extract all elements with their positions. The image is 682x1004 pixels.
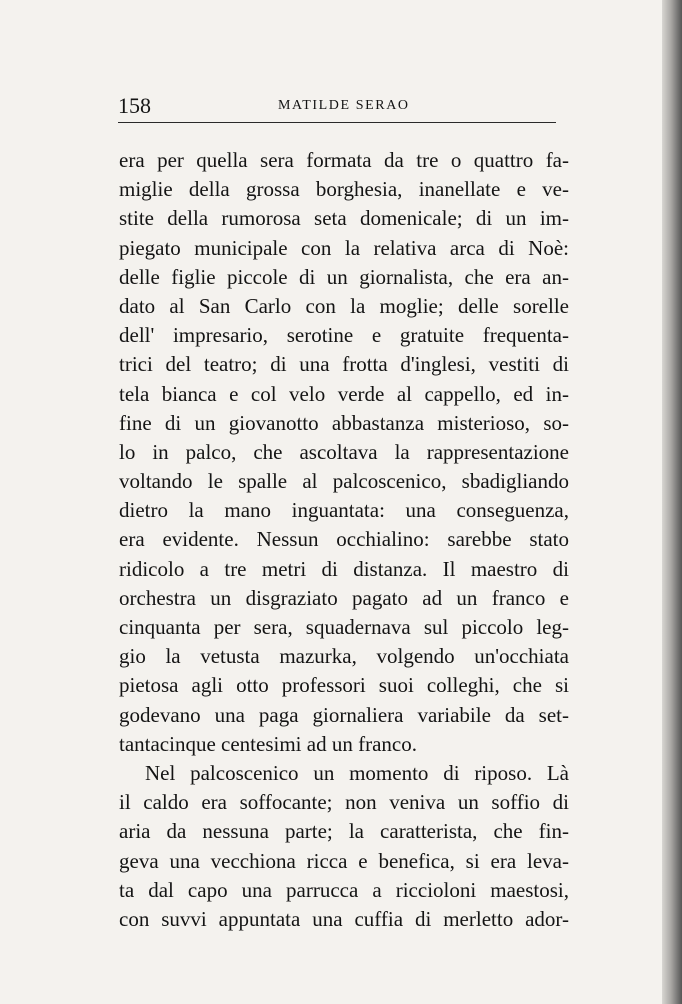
page-number: 158 (118, 93, 151, 118)
text-line: piegato municipale con la relativa arca di Noè: (119, 235, 569, 260)
text-line: tantacinque centesimi ad un franco. (119, 731, 417, 756)
text-line: trici del teatro; di una frotta d'inglesi, vestiti di (119, 352, 569, 377)
text-line: il caldo era soffocante; non veniva un soffio di (119, 790, 569, 815)
text-line: gio la vetusta mazurka, volgendo un'occhiata (119, 644, 569, 669)
text-line: era evidente. Nessun occhialino: sarebbe stato (119, 527, 569, 552)
text-line: era per quella sera formata da tre o quattro fa- (119, 148, 569, 172)
text-line: ridicolo a tre metri di distanza. Il maestro di (119, 556, 569, 581)
text-line: miglie della grossa borghesia, inanellate e ve- (119, 177, 569, 202)
running-head: MATILDE SERAO (278, 98, 410, 113)
text-line: pietosa agli otto professori suoi colleghi, che si (119, 673, 569, 698)
text-line: delle figlie piccole di un giornalista, che era an- (119, 264, 569, 289)
text-line: cinquanta per sera, squadernava sul piccolo leg- (119, 615, 569, 639)
text-line: geva una vecchiona ricca e benefica, si era leva- (119, 848, 569, 873)
text-line: dell' impresario, serotine e gratuite frequenta- (119, 323, 569, 348)
text-line: dato al San Carlo con la moglie; delle sorelle (119, 293, 569, 318)
header-rule (118, 122, 556, 123)
text-line: ta dal capo una parrucca a riccioloni maestosi, (119, 877, 569, 902)
text-line: stite della rumorosa seta domenicale; di un im- (119, 206, 569, 231)
text-line: fine di un giovanotto abbastanza misterioso, so- (119, 410, 569, 435)
page-header (118, 93, 556, 121)
text-line: lo in palco, che ascoltava la rappresentazione (119, 439, 569, 464)
text-line: con suvvi appuntata una cuffia di merletto ador- (119, 906, 569, 931)
text-line: Nel palcoscenico un momento di riposo. Là (145, 760, 569, 785)
text-line: orchestra un disgraziato pagato ad un franco e (119, 585, 569, 610)
paragraph-2 (119, 759, 569, 934)
text-line: tela bianca e col velo verde al cappello, ed in- (119, 381, 569, 406)
text-line: aria da nessuna parte; la caratterista, che fin- (119, 819, 569, 844)
page-edge-shadow (662, 0, 682, 1004)
paragraph-1 (119, 146, 569, 759)
text-line: godevano una paga giornaliera variabile da set- (119, 702, 569, 727)
text-line: dietro la mano inguantata: una conseguenza, (119, 498, 569, 523)
body-text (119, 146, 569, 934)
text-line: voltando le spalle al palcoscenico, sbadigliando (119, 469, 569, 494)
